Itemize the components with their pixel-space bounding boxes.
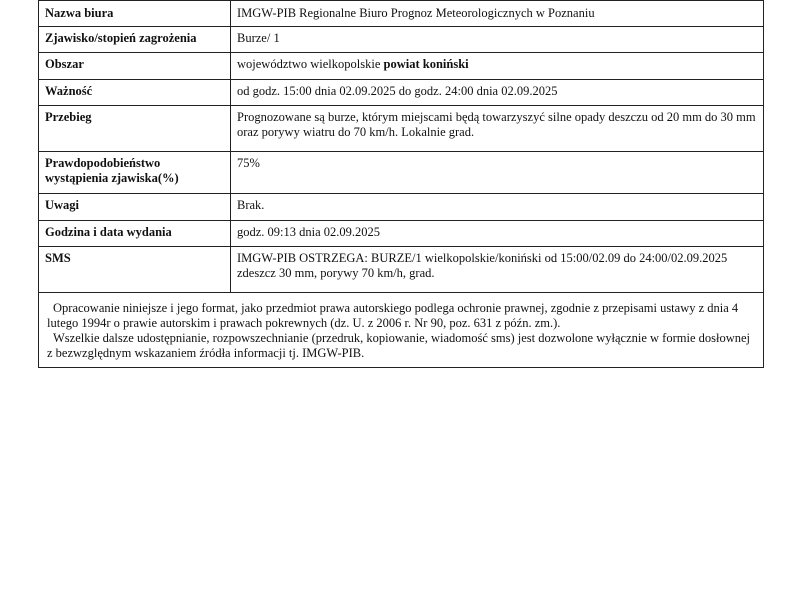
phenomenon-value: Burze/ 1 bbox=[231, 27, 764, 53]
distribution-paragraph: Wszelkie dalsze udostępnianie, rozpowszechnianie (przedruk, kopiowanie, wiadomość sms) jest dozwolone wyłącznie w formie dosłownej z bezwzględnym wskazaniem źródła informacji tj. IMGW-PIB. bbox=[47, 331, 751, 360]
row-probability bbox=[39, 152, 764, 194]
course-value: Prognozowane są burze, którym miejscami będą towarzyszyć silne opady deszczu od 20 mm do 30 mm oraz porywy wiatru do 70 km/h. Lokalnie grad. bbox=[231, 106, 764, 152]
probability-value: 75% bbox=[231, 152, 764, 194]
warning-document bbox=[38, 0, 764, 368]
sms-value: IMGW-PIB OSTRZEGA: BURZE/1 wielkopolskie/koniński od 15:00/02.09 do 24:00/02.09.2025 zdeszcz 30 mm, porywy 70 km/h, grad. bbox=[231, 247, 764, 293]
row-phenomenon bbox=[39, 27, 764, 53]
row-issued bbox=[39, 221, 764, 247]
area-value bbox=[231, 53, 764, 80]
office-value: IMGW-PIB Regionalne Biuro Prognoz Meteorologicznych w Poznaniu bbox=[231, 1, 764, 27]
office-label: Nazwa biura bbox=[39, 1, 231, 27]
copyright-paragraph: Opracowanie niniejsze i jego format, jako przedmiot prawa autorskiego podlega ochronie prawnej, zgodnie z przepisami ustawy z dnia 4 lutego 1994r o prawie autorskim i prawach pokrewnych (dz. U. z 2006 r. Nr 90, poz. 631 z późn. zm.). bbox=[47, 301, 739, 330]
warning-table bbox=[38, 0, 764, 293]
row-course bbox=[39, 106, 764, 152]
area-region: województwo wielkopolskie bbox=[237, 57, 381, 71]
validity-label: Ważność bbox=[39, 80, 231, 106]
probability-label: Prawdopodobieństwo wystąpienia zjawiska(%) bbox=[39, 152, 231, 194]
sms-label: SMS bbox=[39, 247, 231, 293]
course-label: Przebieg bbox=[39, 106, 231, 152]
row-sms bbox=[39, 247, 764, 293]
row-validity bbox=[39, 80, 764, 106]
area-county: powiat koniński bbox=[383, 57, 469, 71]
row-office bbox=[39, 1, 764, 27]
area-label: Obszar bbox=[39, 53, 231, 80]
validity-value: od godz. 15:00 dnia 02.09.2025 do godz. 24:00 dnia 02.09.2025 bbox=[231, 80, 764, 106]
remarks-value: Brak. bbox=[231, 194, 764, 221]
issued-value: godz. 09:13 dnia 02.09.2025 bbox=[231, 221, 764, 247]
issued-label: Godzina i data wydania bbox=[39, 221, 231, 247]
phenomenon-label: Zjawisko/stopień zagrożenia bbox=[39, 27, 231, 53]
remarks-label: Uwagi bbox=[39, 194, 231, 221]
row-remarks bbox=[39, 194, 764, 221]
row-area bbox=[39, 53, 764, 80]
copyright-notice bbox=[38, 293, 764, 368]
